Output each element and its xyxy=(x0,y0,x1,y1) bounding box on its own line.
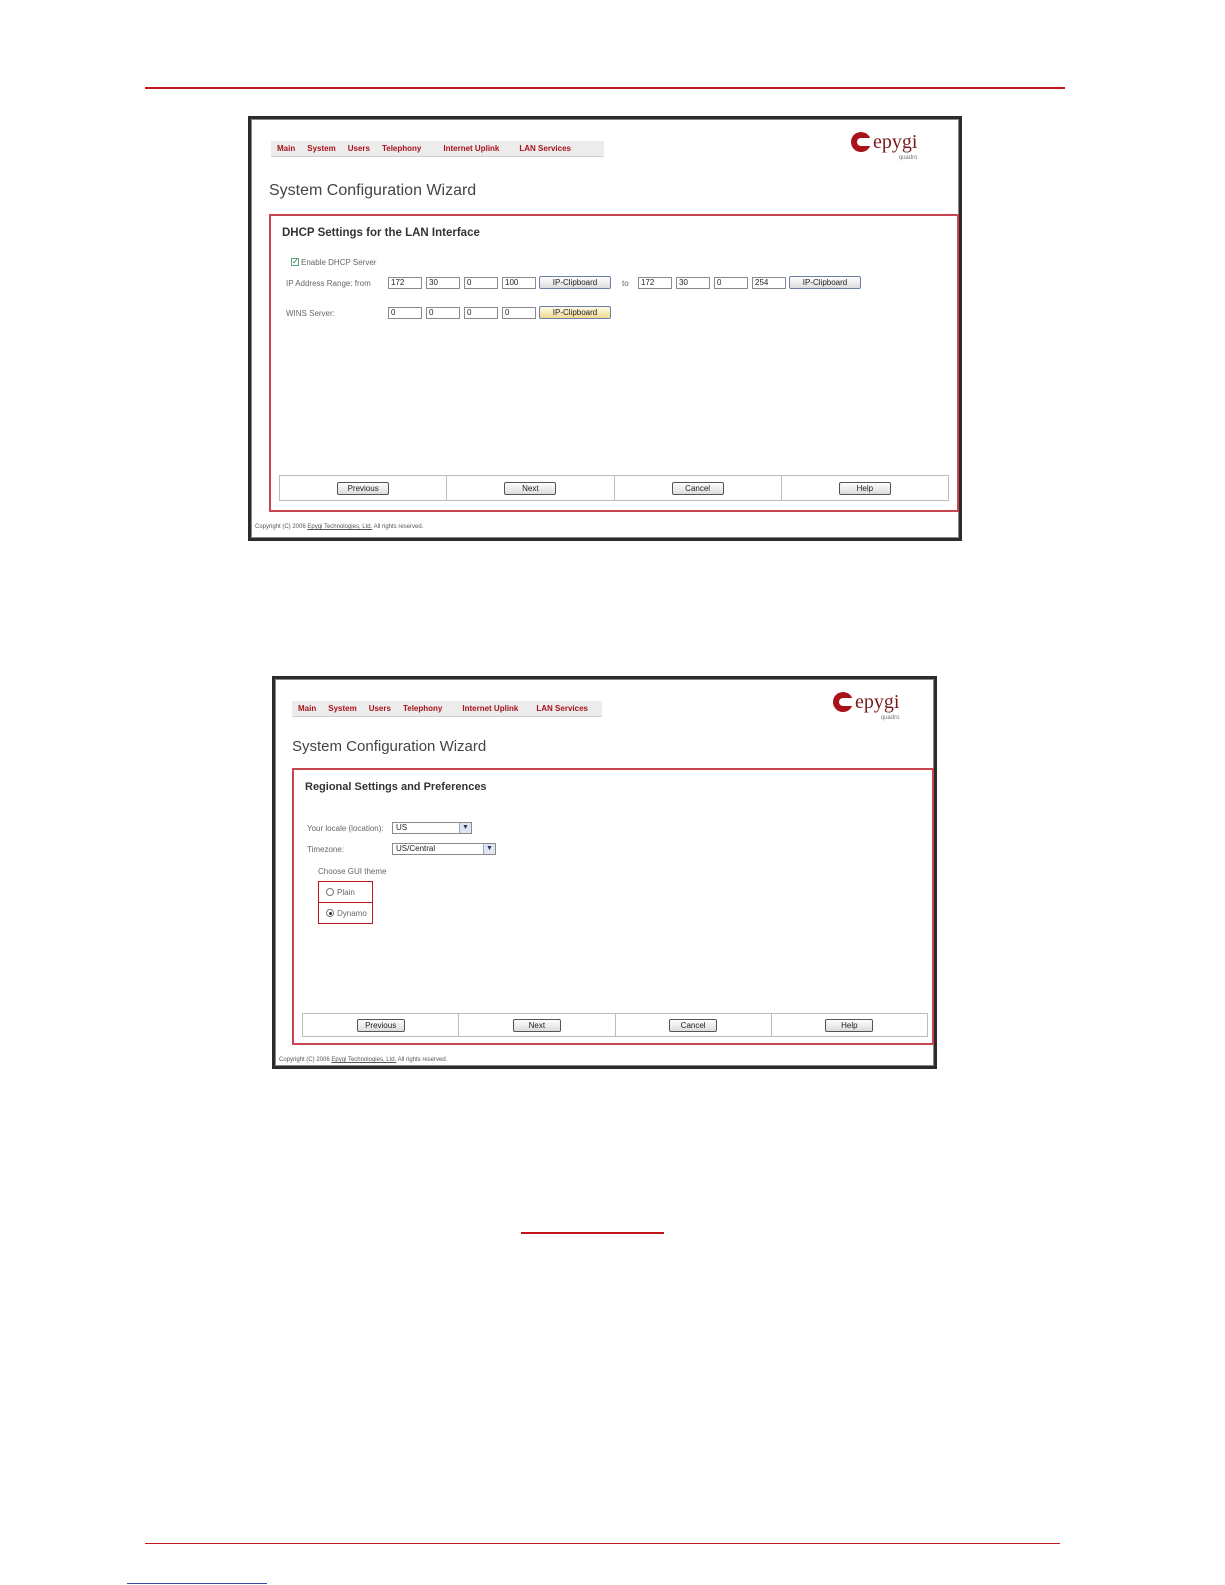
nav-system[interactable]: System xyxy=(328,704,357,713)
nav-main[interactable]: Main xyxy=(277,144,296,153)
screenshot-regional xyxy=(272,676,937,1069)
previous-button[interactable]: Previous xyxy=(337,482,389,495)
epygi-logo-icon xyxy=(833,692,853,712)
top-nav xyxy=(271,141,604,157)
to-ip-octet-1[interactable]: 172 xyxy=(638,277,672,289)
locale-select[interactable]: US ▼ xyxy=(392,822,472,834)
ip-clipboard-from-button[interactable]: IP-Clipboard xyxy=(539,276,611,289)
cancel-button[interactable]: Cancel xyxy=(672,482,724,495)
timezone-select[interactable]: US/Central ▼ xyxy=(392,843,496,855)
next-button[interactable]: Next xyxy=(504,482,556,495)
copyright: Copyright (C) 2006 Epygi Technologies, Ltd. All rights reserved. xyxy=(279,1057,448,1063)
timezone-label: Timezone: xyxy=(307,845,345,854)
regional-panel xyxy=(292,768,934,1045)
nav-system[interactable]: System xyxy=(307,144,336,153)
company-link[interactable]: Epygi Technologies, Ltd. xyxy=(307,524,373,530)
from-ip-octet-1[interactable]: 172 xyxy=(388,277,422,289)
from-ip-octet-4[interactable]: 100 xyxy=(502,277,536,289)
next-button[interactable]: Next xyxy=(513,1019,561,1032)
nav-telephony[interactable]: Telephony xyxy=(402,704,443,713)
chevron-down-icon: ▼ xyxy=(459,823,471,833)
wins-octet-1[interactable]: 0 xyxy=(388,307,422,319)
epygi-logo: epygi quadro xyxy=(833,692,899,712)
footer-rule xyxy=(145,1543,1060,1544)
footer-link-underline xyxy=(127,1583,267,1584)
header-rule xyxy=(145,87,1065,89)
wizard-footer xyxy=(302,1013,928,1037)
nav-main[interactable]: Main xyxy=(298,704,317,713)
nav-users[interactable]: Users xyxy=(368,704,391,713)
epygi-logo: epygi quadro xyxy=(851,132,917,152)
to-ip-octet-3[interactable]: 0 xyxy=(714,277,748,289)
top-nav xyxy=(292,701,602,717)
nav-lan-services[interactable]: LAN Services xyxy=(519,144,571,153)
help-button[interactable]: Help xyxy=(825,1019,873,1032)
theme-dynamo-radio[interactable] xyxy=(326,909,334,917)
theme-plain-radio[interactable] xyxy=(326,888,334,896)
epygi-logo-icon xyxy=(851,132,871,152)
copyright: Copyright (C) 2006 Epygi Technologies, Ltd. All rights reserved. xyxy=(255,524,424,530)
wizard-title: System Configuration Wizard xyxy=(269,182,477,199)
locale-label: Your locale (location): xyxy=(307,824,384,833)
nav-lan-services[interactable]: LAN Services xyxy=(536,704,588,713)
chevron-down-icon: ▼ xyxy=(483,844,495,854)
cancel-button[interactable]: Cancel xyxy=(669,1019,717,1032)
ip-clipboard-to-button[interactable]: IP-Clipboard xyxy=(789,276,861,289)
panel-title: DHCP Settings for the LAN Interface xyxy=(282,227,480,239)
from-ip-octet-2[interactable]: 30 xyxy=(426,277,460,289)
screenshot-dhcp xyxy=(248,116,962,541)
previous-button[interactable]: Previous xyxy=(357,1019,405,1032)
ip-clipboard-wins-button[interactable]: IP-Clipboard xyxy=(539,306,611,319)
nav-internet-uplink[interactable]: Internet Uplink xyxy=(443,144,500,153)
wins-octet-2[interactable]: 0 xyxy=(426,307,460,319)
panel-title: Regional Settings and Preferences xyxy=(305,781,487,793)
to-ip-octet-2[interactable]: 30 xyxy=(676,277,710,289)
enable-dhcp-checkbox[interactable]: ✓ xyxy=(292,257,299,266)
ip-range-label: IP Address Range: from xyxy=(286,279,371,288)
nav-internet-uplink[interactable]: Internet Uplink xyxy=(462,704,519,713)
from-ip-octet-3[interactable]: 0 xyxy=(464,277,498,289)
wins-octet-4[interactable]: 0 xyxy=(502,307,536,319)
theme-dynamo-label: Dynamo xyxy=(337,909,367,918)
to-label: to xyxy=(622,279,629,288)
wizard-footer xyxy=(279,475,949,501)
to-ip-octet-4[interactable]: 254 xyxy=(752,277,786,289)
enable-dhcp-label: Enable DHCP Server xyxy=(301,258,377,267)
theme-label: Choose GUI theme xyxy=(318,867,387,876)
nav-users[interactable]: Users xyxy=(347,144,370,153)
company-link[interactable]: Epygi Technologies, Ltd. xyxy=(331,1057,397,1063)
section-rule xyxy=(521,1232,664,1234)
wins-label: WINS Server: xyxy=(286,309,335,318)
nav-telephony[interactable]: Telephony xyxy=(381,144,422,153)
dhcp-panel xyxy=(269,214,959,512)
help-button[interactable]: Help xyxy=(839,482,891,495)
theme-plain-label: Plain xyxy=(337,888,355,897)
wizard-title: System Configuration Wizard xyxy=(292,738,487,755)
wins-octet-3[interactable]: 0 xyxy=(464,307,498,319)
